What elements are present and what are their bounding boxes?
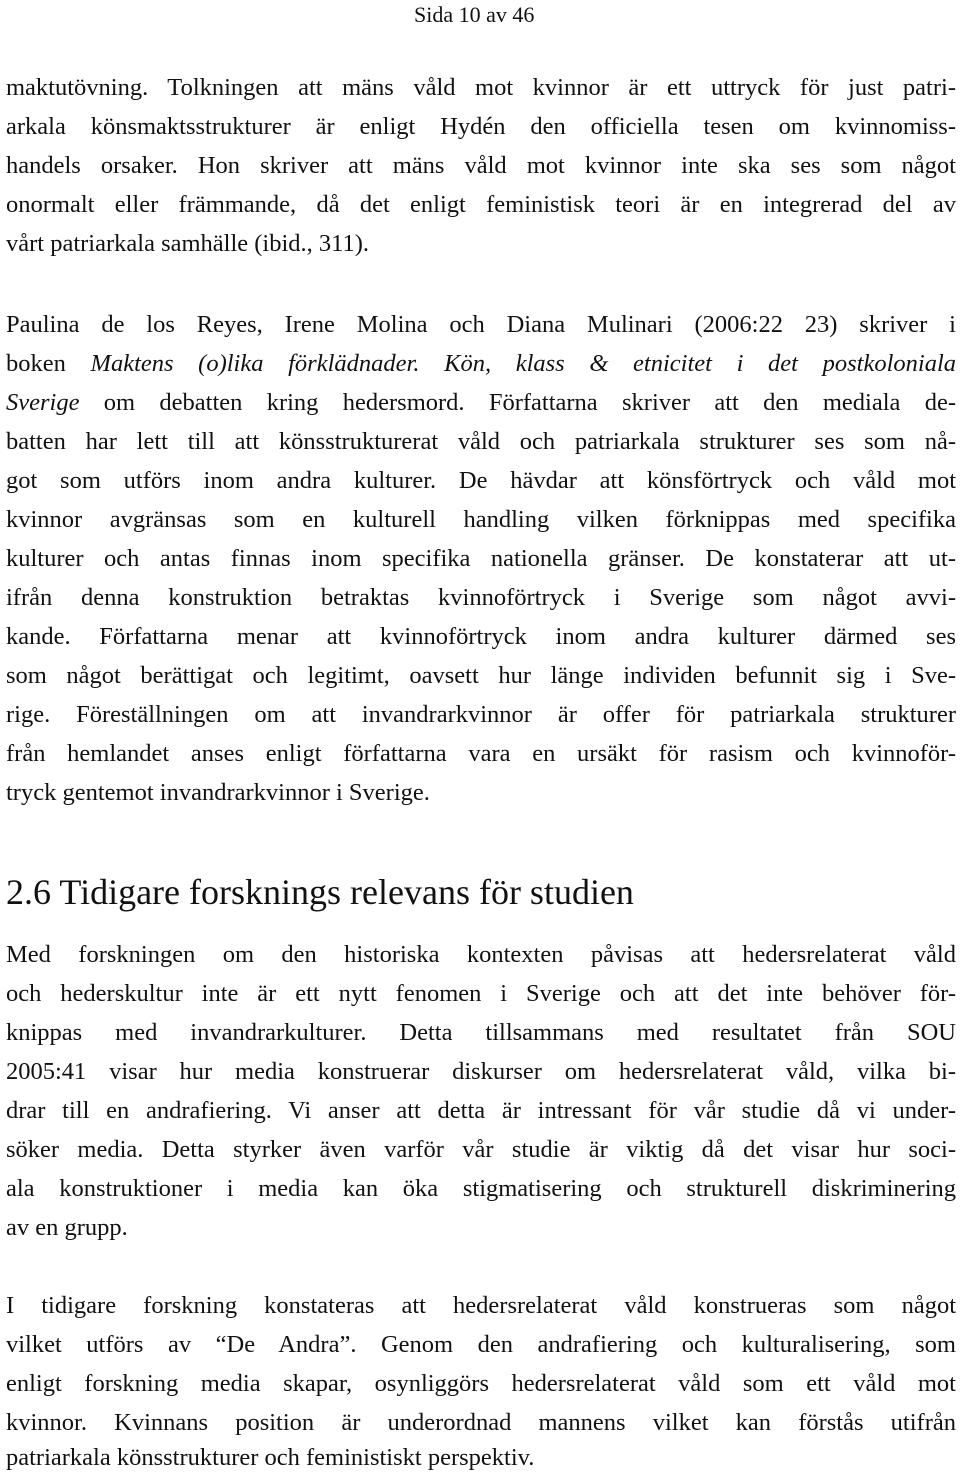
paragraph-line: söker media. Detta styrker även varför vår studie är viktig då det visar hur soci- <box>6 1136 956 1163</box>
paragraph-line: got som utförs inom andra kulturer. De hävdar att könsförtryck och våld mot <box>6 467 956 494</box>
paragraph-line: som något berättigat och legitimt, oavsett hur länge individen befunnit sig i Sve- <box>6 662 956 689</box>
paragraph-line: ifrån denna konstruktion betraktas kvinnoförtryck i Sverige som något avvi- <box>6 584 956 611</box>
paragraph-line: I tidigare forskning konstateras att hedersrelaterat våld konstrueras som något <box>6 1292 956 1319</box>
paragraph-line: vilket utförs av “De Andra”. Genom den andrafiering och kulturalisering, som <box>6 1331 956 1358</box>
paragraph-line: och hederskultur inte är ett nytt fenomen i Sverige och att det inte behöver för- <box>6 980 956 1007</box>
paragraph-line: rige. Föreställningen om att invandrarkvinnor är offer för patriarkala strukturer <box>6 701 956 728</box>
section-heading: 2.6 Tidigare forsknings relevans för studien <box>6 872 634 912</box>
paragraph-line: kvinnor. Kvinnans position är underordnad mannens vilket kan förstås utifrån <box>6 1409 956 1436</box>
paragraph-line: kulturer och antas finnas inom specifika nationella gränser. De konstaterar att ut- <box>6 545 956 572</box>
text-span: om debatten kring hedersmord. Författarna skriver att den mediala de- <box>79 389 956 416</box>
paragraph-line <box>6 344 956 383</box>
paragraph-line: onormalt eller främmande, då det enligt feministisk teori är en integrerad del av <box>6 191 956 218</box>
paragraph-line: Med forskningen om den historiska kontexten påvisas att hedersrelaterat våld <box>6 941 956 968</box>
paragraph-line: från hemlandet anses enligt författarna vara en ursäkt för rasism och kvinnoför- <box>6 740 956 767</box>
paragraph-line: maktutövning. Tolkningen att mäns våld mot kvinnor är ett uttryck för just patri- <box>6 74 956 101</box>
paragraph-line: ala konstruktioner i media kan öka stigmatisering och strukturell diskriminering <box>6 1175 956 1202</box>
paragraph-line: av en grupp. <box>6 1214 128 1241</box>
book-title: Maktens (o)lika förklädnader. Kön, klass & etnicitet i det postkoloniala <box>90 350 957 377</box>
page-number: Sida 10 av 46 <box>414 2 535 27</box>
paragraph-line: arkala könsmaktsstrukturer är enligt Hydén den officiella tesen om kvinnomiss- <box>6 113 956 140</box>
paragraph-line <box>6 383 956 422</box>
paragraph-line: knippas med invandrarkulturer. Detta tillsammans med resultatet från SOU <box>6 1019 956 1046</box>
paragraph-line: batten har lett till att könsstrukturerat våld och patriarkala strukturer ses som nå- <box>6 428 956 455</box>
paragraph-line: drar till en andrafiering. Vi anser att detta är intressant för vår studie då vi under- <box>6 1097 956 1124</box>
paragraph-line: 2005:41 visar hur media konstruerar diskurser om hedersrelaterat våld, vilka bi- <box>6 1058 956 1085</box>
text-span: boken <box>6 350 91 377</box>
paragraph-line: Paulina de los Reyes, Irene Molina och Diana Mulinari (2006:22 23) skriver i <box>6 311 956 338</box>
paragraph-line: enligt forskning media skapar, osynliggörs hedersrelaterat våld som ett våld mot <box>6 1370 956 1397</box>
paragraph-line: vårt patriarkala samhälle (ibid., 311). <box>6 230 370 257</box>
book-title: Sverige <box>6 389 80 416</box>
paragraph-line: handels orsaker. Hon skriver att mäns våld mot kvinnor inte ska ses som något <box>6 152 956 179</box>
paragraph-line: kande. Författarna menar att kvinnoförtryck inom andra kulturer därmed ses <box>6 623 956 650</box>
paragraph-line: kvinnor avgränsas som en kulturell handling vilken förknippas med specifika <box>6 506 956 533</box>
paragraph-line: tryck gentemot invandrarkvinnor i Sverige. <box>6 779 430 806</box>
paragraph-line: patriarkala könsstrukturer och feministiskt perspektiv. <box>6 1444 535 1471</box>
